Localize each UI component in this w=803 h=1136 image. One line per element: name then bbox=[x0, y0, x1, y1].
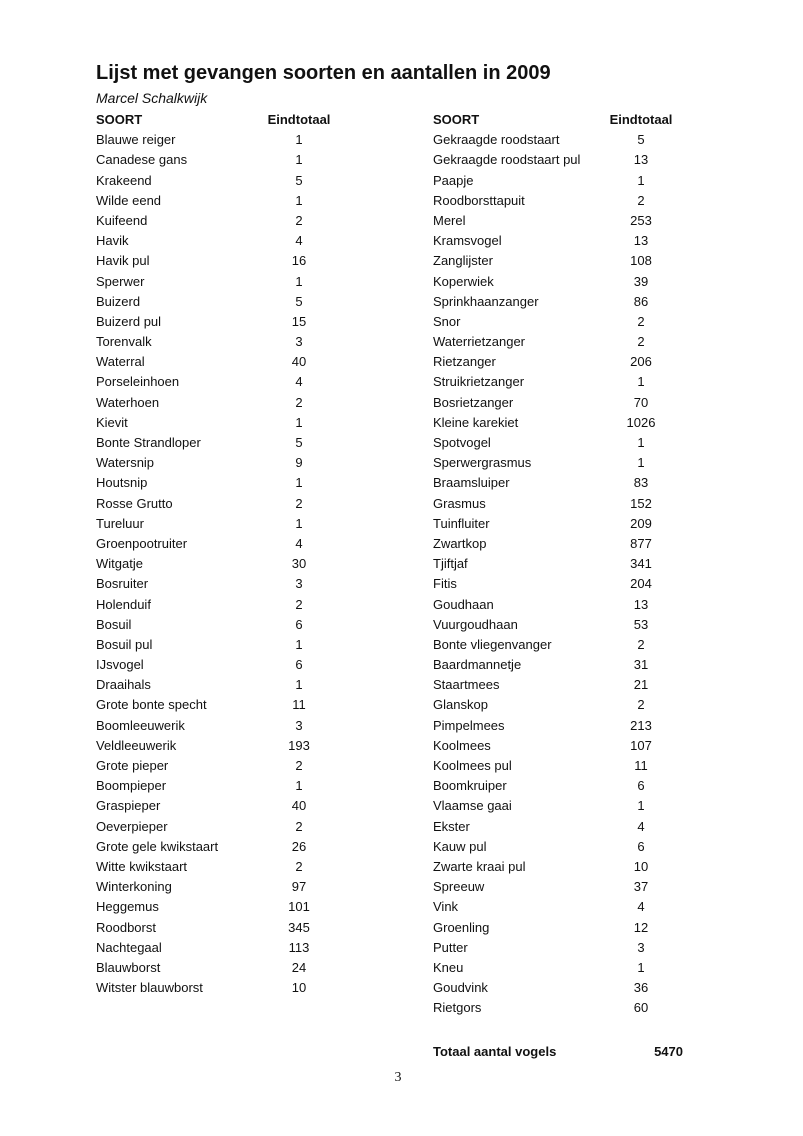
species-count: 70 bbox=[633, 394, 649, 410]
species-name: Havik bbox=[96, 233, 129, 249]
species-count: 5 bbox=[295, 172, 303, 188]
species-name: Ekster bbox=[433, 818, 470, 834]
species-count: 2 bbox=[637, 636, 645, 652]
species-count: 21 bbox=[633, 677, 649, 693]
table-row bbox=[96, 453, 356, 473]
species-count: 5 bbox=[295, 435, 303, 450]
table-row bbox=[433, 897, 693, 917]
table-row bbox=[433, 615, 693, 635]
species-name: Kauw pul bbox=[433, 838, 487, 854]
table-row bbox=[433, 776, 693, 796]
species-count: 1 bbox=[637, 435, 645, 450]
table-row bbox=[433, 191, 693, 211]
table-row bbox=[96, 494, 356, 514]
species-count: 1 bbox=[295, 273, 303, 289]
species-name: Graspieper bbox=[96, 798, 161, 814]
species-count: 10 bbox=[633, 858, 649, 874]
species-name: Sperwergrasmus bbox=[433, 455, 532, 471]
species-name: Draaihals bbox=[96, 677, 151, 693]
species-count: 2 bbox=[295, 495, 303, 511]
species-name: Witster blauwborst bbox=[96, 980, 203, 996]
table-row bbox=[433, 857, 693, 877]
species-name: Havik pul bbox=[96, 253, 150, 269]
species-count: 60 bbox=[633, 1000, 649, 1016]
species-name: Vlaamse gaai bbox=[433, 798, 512, 814]
table-row bbox=[96, 978, 356, 998]
species-name: Vuurgoudhaan bbox=[433, 616, 518, 632]
species-count: 53 bbox=[633, 616, 649, 632]
species-name: Pimpelmees bbox=[433, 717, 505, 733]
species-count: 113 bbox=[288, 939, 310, 955]
species-count: 4 bbox=[295, 233, 303, 249]
table-row bbox=[96, 675, 356, 695]
table-row bbox=[433, 817, 693, 837]
table-row bbox=[433, 998, 693, 1018]
table-row bbox=[96, 150, 356, 170]
species-name: Baardmannetje bbox=[433, 657, 522, 673]
species-count: 4 bbox=[295, 535, 303, 551]
species-count: 1 bbox=[637, 455, 645, 471]
table-row bbox=[96, 695, 356, 715]
table-row bbox=[96, 796, 356, 816]
species-count: 152 bbox=[630, 495, 652, 511]
table-row bbox=[96, 918, 356, 938]
total-value: 5470 bbox=[654, 1044, 683, 1059]
author-name: Marcel Schalkwijk bbox=[96, 90, 208, 106]
species-name: Boomleeuwerik bbox=[96, 717, 185, 733]
table-row bbox=[433, 312, 693, 332]
species-count: 5 bbox=[295, 293, 303, 309]
species-name: Koolmees pul bbox=[433, 758, 512, 773]
table-body bbox=[96, 130, 356, 998]
species-count: 5 bbox=[637, 132, 645, 148]
table-row bbox=[433, 655, 693, 675]
table-row bbox=[96, 433, 356, 453]
species-count: 209 bbox=[630, 515, 652, 531]
species-name: Nachtegaal bbox=[96, 939, 162, 955]
species-name: Glanskop bbox=[433, 697, 488, 713]
table-row bbox=[96, 574, 356, 594]
table-row bbox=[433, 796, 693, 816]
species-name: Rietgors bbox=[433, 1000, 482, 1016]
species-count: 193 bbox=[288, 737, 310, 753]
species-name: Tjiftjaf bbox=[433, 556, 468, 572]
species-name: Houtsnip bbox=[96, 475, 148, 491]
species-count: 345 bbox=[288, 919, 310, 935]
species-count: 31 bbox=[633, 657, 649, 673]
table-row bbox=[96, 231, 356, 251]
table-row bbox=[96, 756, 356, 776]
species-name: Waterral bbox=[96, 354, 145, 370]
species-count: 83 bbox=[633, 475, 649, 491]
table-row bbox=[96, 655, 356, 675]
table-row bbox=[96, 534, 356, 554]
table-row bbox=[96, 292, 356, 312]
species-name: Bosruiter bbox=[96, 576, 149, 592]
table-row bbox=[433, 332, 693, 352]
table-row bbox=[96, 130, 356, 150]
column-header-species: SOORT bbox=[96, 112, 143, 127]
species-name: Kievit bbox=[96, 414, 128, 430]
species-name: Zwarte kraai pul bbox=[433, 858, 526, 874]
table-row bbox=[96, 372, 356, 392]
species-name: Rosse Grutto bbox=[96, 495, 173, 511]
species-count: 341 bbox=[630, 556, 652, 572]
species-name: Merel bbox=[433, 212, 466, 228]
table-row bbox=[96, 393, 356, 413]
species-count: 204 bbox=[630, 576, 652, 592]
species-name: Koperwiek bbox=[433, 273, 494, 289]
species-name: Goudhaan bbox=[433, 596, 494, 612]
species-count: 3 bbox=[295, 576, 303, 592]
species-count: 24 bbox=[291, 959, 307, 975]
species-name: Grote bonte specht bbox=[96, 697, 207, 713]
table-row bbox=[96, 857, 356, 877]
species-count: 26 bbox=[291, 838, 307, 854]
species-count: 1 bbox=[295, 677, 303, 693]
species-count: 36 bbox=[633, 980, 649, 996]
species-count: 2 bbox=[295, 758, 303, 773]
table-row bbox=[433, 211, 693, 231]
table-row bbox=[96, 554, 356, 574]
species-count: 97 bbox=[291, 879, 307, 895]
species-count: 3 bbox=[295, 334, 303, 350]
table-row bbox=[433, 372, 693, 392]
species-name: Bosuil bbox=[96, 616, 132, 632]
table-row bbox=[96, 776, 356, 796]
species-count: 2 bbox=[295, 818, 303, 834]
species-count: 2 bbox=[637, 697, 645, 713]
species-count: 13 bbox=[633, 233, 649, 249]
table-row bbox=[433, 272, 693, 292]
species-count: 4 bbox=[295, 374, 303, 390]
species-name: Buizerd bbox=[96, 293, 141, 309]
species-name: Boompieper bbox=[96, 778, 167, 794]
table-row bbox=[96, 615, 356, 635]
species-count: 4 bbox=[637, 899, 645, 915]
species-name: Koolmees bbox=[433, 737, 491, 753]
species-count: 253 bbox=[630, 212, 652, 228]
table-row bbox=[433, 150, 693, 170]
table-row bbox=[96, 413, 356, 433]
species-name: Roodborsttapuit bbox=[433, 192, 525, 208]
table-row bbox=[96, 736, 356, 756]
species-name: Groenling bbox=[433, 919, 490, 935]
table-row bbox=[433, 130, 693, 150]
species-name: Spreeuw bbox=[433, 879, 485, 895]
species-name: Roodborst bbox=[96, 919, 156, 935]
table-row bbox=[96, 514, 356, 534]
species-count: 1 bbox=[637, 798, 645, 814]
species-count: 6 bbox=[295, 657, 303, 673]
species-count: 2 bbox=[637, 334, 645, 350]
species-count: 6 bbox=[637, 778, 645, 794]
species-count: 3 bbox=[295, 717, 303, 733]
column-header-species: SOORT bbox=[433, 112, 480, 127]
species-count: 30 bbox=[291, 556, 307, 572]
species-name: Gekraagde roodstaart pul bbox=[433, 152, 581, 168]
species-name: Kneu bbox=[433, 959, 464, 975]
table-row bbox=[433, 635, 693, 655]
species-name: Braamsluiper bbox=[433, 475, 510, 491]
table-row bbox=[96, 352, 356, 372]
species-name: Blauwborst bbox=[96, 959, 161, 975]
species-count: 12 bbox=[633, 919, 649, 935]
species-count: 101 bbox=[288, 899, 310, 915]
total-label: Totaal aantal vogels bbox=[433, 1044, 557, 1059]
species-name: Struikrietzanger bbox=[433, 374, 525, 390]
species-count: 37 bbox=[633, 879, 649, 895]
species-count: 2 bbox=[637, 313, 645, 329]
table-row bbox=[433, 494, 693, 514]
species-name: Oeverpieper bbox=[96, 818, 168, 834]
species-count: 107 bbox=[630, 737, 652, 753]
species-name: Staartmees bbox=[433, 677, 500, 693]
species-name: Witte kwikstaart bbox=[96, 858, 188, 874]
species-count: 13 bbox=[633, 152, 649, 168]
table-row bbox=[433, 938, 693, 958]
species-count: 1 bbox=[295, 132, 303, 148]
species-name: Veldleeuwerik bbox=[96, 737, 177, 753]
species-name: Canadese gans bbox=[96, 152, 188, 168]
species-name: Winterkoning bbox=[96, 879, 172, 895]
species-name: Kleine karekiet bbox=[433, 414, 519, 430]
species-count: 1 bbox=[295, 515, 303, 531]
table-row bbox=[96, 897, 356, 917]
species-name: Spotvogel bbox=[433, 435, 491, 450]
species-count: 1 bbox=[637, 374, 645, 390]
species-count: 2 bbox=[295, 394, 303, 410]
table-row bbox=[433, 514, 693, 534]
table-row bbox=[433, 393, 693, 413]
table-row bbox=[96, 877, 356, 897]
table-row bbox=[96, 837, 356, 857]
species-count: 1 bbox=[295, 475, 303, 491]
species-name: Kramsvogel bbox=[433, 233, 502, 249]
table-row bbox=[433, 595, 693, 615]
table-body bbox=[433, 130, 693, 1018]
table-row bbox=[433, 877, 693, 897]
species-name: Groenpootruiter bbox=[96, 535, 188, 551]
species-count: 1 bbox=[295, 192, 303, 208]
species-name: Torenvalk bbox=[96, 334, 152, 350]
table-row bbox=[96, 332, 356, 352]
table-row bbox=[433, 978, 693, 998]
species-name: Fitis bbox=[433, 576, 457, 592]
table-row bbox=[96, 716, 356, 736]
species-name: Witgatje bbox=[96, 556, 143, 572]
table-row bbox=[96, 251, 356, 271]
species-name: Blauwe reiger bbox=[96, 132, 176, 148]
species-table-left bbox=[96, 110, 356, 998]
species-count: 2 bbox=[295, 596, 303, 612]
page-number: 3 bbox=[394, 1070, 402, 1085]
table-row bbox=[96, 191, 356, 211]
species-name: Gekraagde roodstaart bbox=[433, 132, 560, 148]
page-title: Lijst met gevangen soorten en aantallen in 2009 bbox=[96, 62, 551, 84]
species-name: Waterrietzanger bbox=[433, 334, 525, 350]
species-count: 40 bbox=[291, 798, 307, 814]
table-row bbox=[433, 473, 693, 493]
table-row bbox=[96, 272, 356, 292]
table-row bbox=[433, 958, 693, 978]
species-name: Zanglijster bbox=[433, 253, 493, 269]
species-name: Grote gele kwikstaart bbox=[96, 838, 219, 854]
table-row bbox=[96, 635, 356, 655]
species-count: 2 bbox=[637, 192, 645, 208]
species-name: Tureluur bbox=[96, 515, 144, 531]
species-count: 6 bbox=[295, 616, 303, 632]
species-table-right bbox=[433, 110, 693, 1018]
table-row bbox=[433, 534, 693, 554]
table-row bbox=[433, 716, 693, 736]
species-count: 3 bbox=[637, 939, 645, 955]
species-name: Rietzanger bbox=[433, 354, 496, 370]
table-row bbox=[433, 453, 693, 473]
species-count: 877 bbox=[630, 535, 652, 551]
species-name: Heggemus bbox=[96, 899, 159, 915]
species-name: Buizerd pul bbox=[96, 313, 162, 329]
species-name: Grote pieper bbox=[96, 758, 169, 773]
species-count: 39 bbox=[633, 273, 649, 289]
species-name: Kuifeend bbox=[96, 212, 148, 228]
species-count: 1026 bbox=[626, 414, 656, 430]
table-row bbox=[96, 171, 356, 191]
table-row bbox=[433, 413, 693, 433]
species-count: 13 bbox=[633, 596, 649, 612]
table-row bbox=[96, 595, 356, 615]
grand-total bbox=[433, 1042, 693, 1062]
table-row bbox=[433, 251, 693, 271]
species-name: Putter bbox=[433, 939, 468, 955]
species-name: Bosuil pul bbox=[96, 636, 153, 652]
table-row bbox=[433, 292, 693, 312]
species-name: Sperwer bbox=[96, 273, 145, 289]
species-name: Bosrietzanger bbox=[433, 394, 514, 410]
table-header bbox=[96, 110, 356, 130]
table-row bbox=[433, 574, 693, 594]
species-count: 108 bbox=[630, 253, 652, 269]
species-count: 2 bbox=[295, 212, 303, 228]
species-name: Porseleinhoen bbox=[96, 374, 180, 390]
table-row bbox=[96, 312, 356, 332]
species-count: 1 bbox=[295, 636, 303, 652]
species-name: Holenduif bbox=[96, 596, 151, 612]
species-name: Wilde eend bbox=[96, 192, 162, 208]
species-count: 11 bbox=[292, 697, 306, 713]
species-count: 6 bbox=[637, 838, 645, 854]
column-header-total: Eindtotaal bbox=[609, 112, 673, 127]
species-name: Watersnip bbox=[96, 455, 155, 471]
table-row bbox=[96, 938, 356, 958]
table-row bbox=[433, 675, 693, 695]
species-count: 213 bbox=[630, 717, 652, 733]
species-count: 10 bbox=[291, 980, 307, 996]
species-name: Zwartkop bbox=[433, 535, 487, 551]
species-count: 16 bbox=[291, 253, 307, 269]
table-row bbox=[96, 958, 356, 978]
table-row bbox=[433, 837, 693, 857]
species-name: Sprinkhaanzanger bbox=[433, 293, 539, 309]
table-row bbox=[433, 695, 693, 715]
species-name: Grasmus bbox=[433, 495, 486, 511]
species-name: Paapje bbox=[433, 172, 474, 188]
species-count: 1 bbox=[295, 778, 303, 794]
table-row bbox=[433, 756, 693, 776]
table-row bbox=[433, 736, 693, 756]
table-row bbox=[433, 918, 693, 938]
table-row bbox=[433, 433, 693, 453]
column-header-total: Eindtotaal bbox=[267, 112, 331, 127]
species-count: 1 bbox=[637, 959, 645, 975]
species-count: 1 bbox=[295, 414, 303, 430]
table-header bbox=[433, 110, 693, 130]
table-row bbox=[96, 473, 356, 493]
species-count: 9 bbox=[295, 455, 303, 471]
species-name: Tuinfluiter bbox=[433, 515, 490, 531]
species-count: 15 bbox=[291, 313, 307, 329]
species-name: Vink bbox=[433, 899, 459, 915]
table-row bbox=[433, 231, 693, 251]
species-name: Krakeend bbox=[96, 172, 152, 188]
table-row bbox=[433, 352, 693, 372]
species-count: 1 bbox=[295, 152, 303, 168]
species-name: Bonte vliegenvanger bbox=[433, 636, 552, 652]
species-name: Bonte Strandloper bbox=[96, 435, 201, 450]
species-count: 1 bbox=[637, 172, 645, 188]
table-row bbox=[96, 817, 356, 837]
table-row bbox=[433, 554, 693, 574]
species-name: IJsvogel bbox=[96, 657, 144, 673]
species-count: 2 bbox=[295, 858, 303, 874]
table-row bbox=[96, 211, 356, 231]
species-name: Waterhoen bbox=[96, 394, 160, 410]
table-row bbox=[433, 171, 693, 191]
species-count: 206 bbox=[630, 354, 652, 370]
species-count: 40 bbox=[291, 354, 307, 370]
species-count: 4 bbox=[637, 818, 645, 834]
species-name: Snor bbox=[433, 313, 461, 329]
species-name: Goudvink bbox=[433, 980, 488, 996]
species-count: 86 bbox=[633, 293, 649, 309]
species-name: Boomkruiper bbox=[433, 778, 507, 794]
species-count: 11 bbox=[634, 758, 648, 773]
